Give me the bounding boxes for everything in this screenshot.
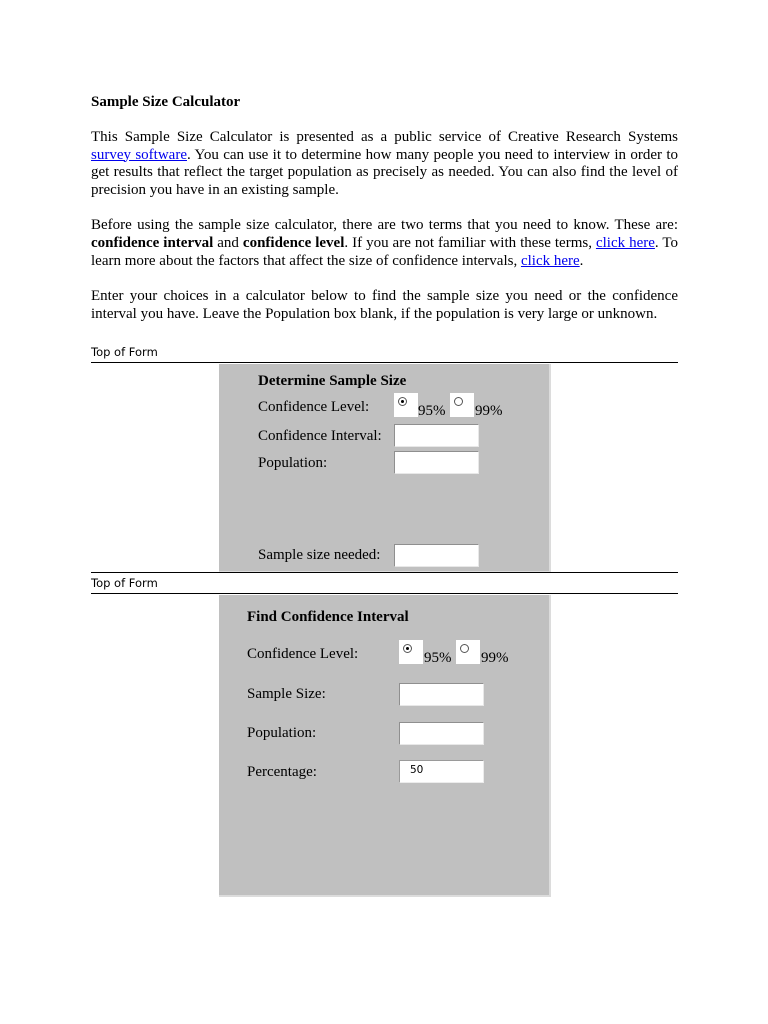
survey-software-link[interactable]: survey software — [91, 146, 187, 163]
document-body — [91, 93, 678, 323]
radio-95-2[interactable] — [403, 644, 412, 653]
sample-size-needed-label: Sample size needed: — [258, 547, 381, 563]
term-confidence-level: confidence level — [242, 234, 345, 251]
radio-99-cell — [450, 393, 474, 417]
radio-95-cell — [394, 393, 418, 417]
percentage-label: Percentage: — [247, 764, 317, 780]
sample-size-needed-output — [394, 544, 479, 567]
top-of-form-marker-2: Top of Form — [91, 576, 678, 594]
radio-95-cell-2 — [399, 640, 423, 664]
panel-title: Determine Sample Size — [258, 373, 407, 389]
top-of-form-marker: Top of Form — [91, 345, 678, 363]
population-input[interactable] — [394, 451, 479, 474]
population-label-2: Population: — [247, 725, 317, 741]
page-title: Sample Size Calculator — [91, 94, 241, 110]
instructions-paragraph: Enter your choices in a calculator below to find the sample size you need or the confidence interval you have. Leave the Population box blank, if the population is very large or unknown. — [91, 288, 678, 322]
factors-click-here-link[interactable]: click here — [520, 252, 580, 269]
sample-size-label: Sample Size: — [247, 686, 326, 702]
radio-95[interactable] — [398, 397, 407, 406]
panel-title-2: Find Confidence Interval — [247, 609, 409, 625]
radio-99[interactable] — [454, 397, 463, 406]
option-99-label-2: 99% — [481, 650, 509, 666]
find-confidence-interval-panel — [219, 595, 551, 897]
option-99-label: 99% — [475, 403, 503, 419]
terms-paragraph: Before using the sample size calculator, there are two terms that you need to know. These are: confidence interval and confidence level. If you are not familiar with these terms, click here. To learn more about the factors that affect the size of confidence intervals, click here. — [91, 217, 678, 269]
sample-size-input[interactable] — [399, 683, 484, 706]
determine-sample-size-panel — [219, 364, 551, 573]
option-95-label: 95% — [418, 403, 446, 419]
intro-paragraph: This Sample Size Calculator is presented as a public service of Creative Research Systems survey software. You can use it to determine how many people you need to interview in order to get results that reflect the target population as precisely as needed. You can also find the level of precision you have in an existing sample. — [91, 129, 679, 198]
terms-click-here-link[interactable]: click here — [595, 234, 655, 251]
percentage-input[interactable]: 50 — [399, 760, 484, 783]
radio-99-2[interactable] — [460, 644, 469, 653]
confidence-level-label-2: Confidence Level: — [247, 646, 359, 662]
population-label: Population: — [258, 455, 328, 471]
form-divider — [91, 572, 678, 573]
confidence-interval-label: Confidence Interval: — [258, 428, 382, 444]
radio-99-cell-2 — [456, 640, 480, 664]
confidence-level-label: Confidence Level: — [258, 399, 370, 415]
population-input-2[interactable] — [399, 722, 484, 745]
term-confidence-interval: confidence interval — [91, 234, 214, 251]
option-95-label-2: 95% — [424, 650, 452, 666]
confidence-interval-input[interactable] — [394, 424, 479, 447]
